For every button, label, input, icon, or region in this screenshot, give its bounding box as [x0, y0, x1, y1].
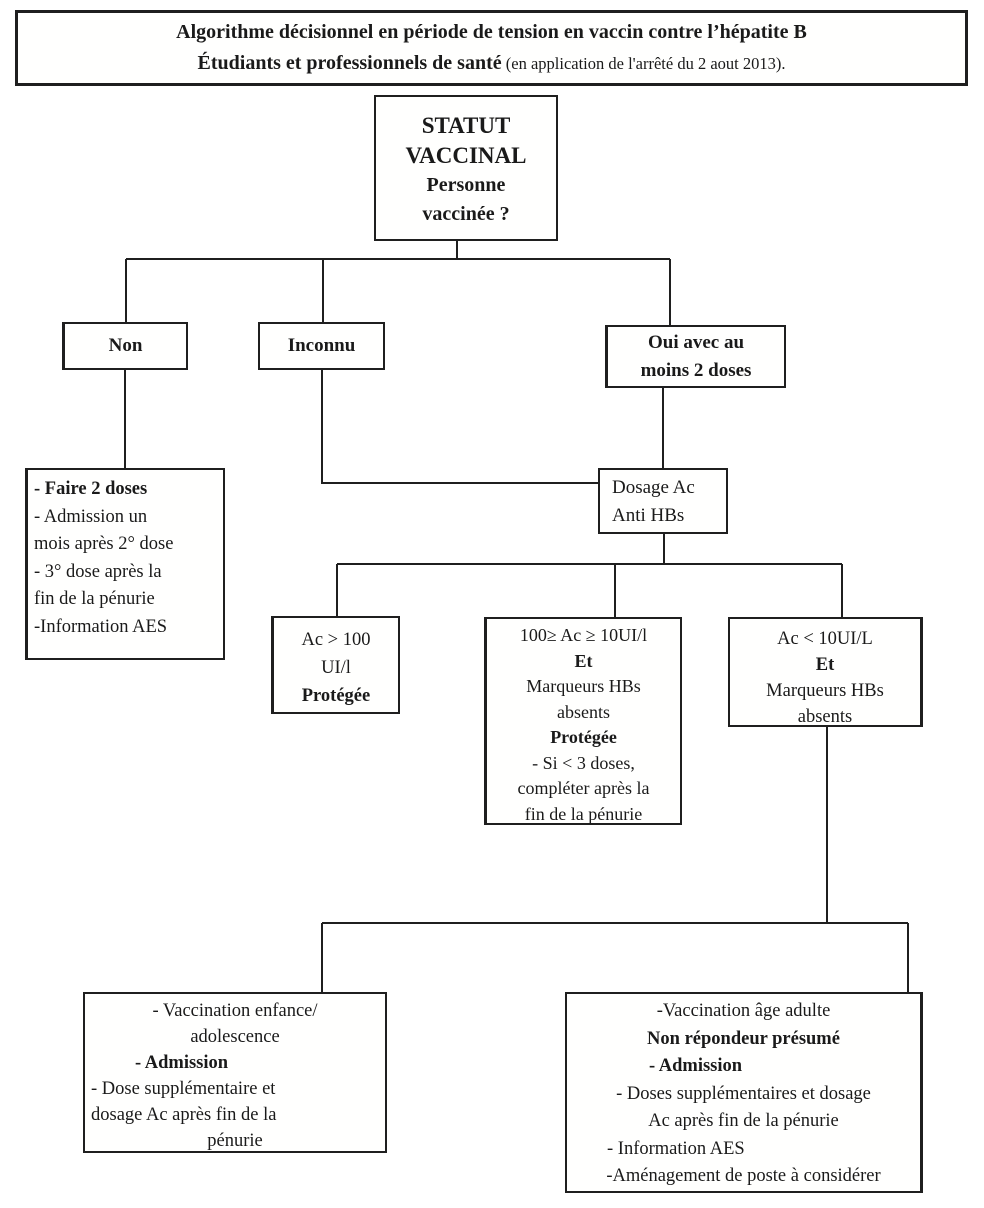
- text-line: moins 2 doses: [640, 359, 752, 381]
- text-line: Inconnu: [287, 335, 356, 356]
- text-line: Dosage Ac: [612, 477, 695, 498]
- node-ac-sup-100: [271, 616, 400, 714]
- text-line: Ac après fin de la pénurie: [648, 1111, 839, 1131]
- text-line: - Doses supplémentaires et dosage: [616, 1083, 871, 1104]
- text-line: UI/l: [321, 658, 351, 678]
- text-line: Marqueurs HBs: [526, 676, 641, 696]
- node-vaccination-enfance: [83, 992, 387, 1153]
- node-ac-inf-10: [728, 617, 923, 727]
- text-line: Oui avec au: [647, 331, 745, 353]
- text-line: - Si < 3 doses,: [532, 752, 635, 773]
- node-non: [62, 322, 188, 370]
- text-line: -Aménagement de poste à considérer: [606, 1166, 881, 1186]
- text-line: pénurie: [207, 1131, 263, 1151]
- text-line: - Dose supplémentaire et: [91, 1079, 276, 1099]
- title-line-2: [18, 48, 965, 79]
- text-line: Anti HBs: [612, 505, 685, 526]
- text-line: Non: [108, 335, 143, 356]
- node-statut-vaccinal: [374, 95, 558, 241]
- text-line: Protégée: [550, 727, 617, 747]
- title-line-2-main: Étudiants et professionnels de santé: [197, 52, 502, 74]
- text-line: - Admission: [135, 1053, 229, 1073]
- text-line: - 3° dose après la: [34, 561, 162, 582]
- text-line: Personne: [426, 174, 506, 196]
- text-line: absents: [797, 707, 853, 727]
- text-line: Ac > 100: [301, 630, 371, 650]
- text-line: - Vaccination enfance/: [152, 1001, 318, 1021]
- text-line: -Vaccination âge adulte: [656, 1001, 831, 1021]
- text-line: VACCINAL: [405, 143, 527, 168]
- node-inconnu: [258, 322, 385, 370]
- text-line: - Admission un: [34, 506, 148, 527]
- title-banner: [15, 10, 968, 86]
- text-line: STATUT: [421, 113, 511, 138]
- title-line-1: Algorithme décisionnel en période de tension en vaccin contre l’hépatite B: [176, 21, 807, 43]
- text-line: absents: [557, 701, 610, 722]
- text-line: fin de la pénurie: [524, 803, 643, 824]
- text-line: compléter après la: [517, 778, 650, 798]
- text-line: fin de la pénurie: [34, 589, 155, 609]
- text-line: - Information AES: [607, 1138, 745, 1159]
- text-line: Non répondeur présumé: [647, 1028, 840, 1049]
- text-line: - Faire 2 doses: [34, 479, 148, 499]
- text-line: mois après 2° dose: [34, 534, 174, 554]
- text-line: Marqueurs HBs: [766, 681, 884, 701]
- title-line-2-note: (en application de l'arrêté du 2 aout 2013).: [501, 54, 786, 73]
- node-oui-2-doses: [605, 325, 786, 388]
- text-line: vaccinée ?: [422, 203, 510, 225]
- text-line: 100≥ Ac ≥ 10UI/l: [519, 625, 648, 645]
- node-faire-2-doses: [25, 468, 225, 660]
- text-line: Et: [815, 655, 835, 675]
- node-vaccination-adulte: [565, 992, 923, 1193]
- text-line: Et: [574, 650, 593, 671]
- node-ac-10-100: [484, 617, 682, 825]
- node-dosage-ac: [598, 468, 728, 534]
- text-line: -Information AES: [34, 616, 168, 637]
- text-line: dosage Ac après fin de la: [91, 1105, 277, 1125]
- text-line: Ac < 10UI/L: [777, 629, 873, 649]
- text-line: adolescence: [190, 1027, 280, 1047]
- text-line: Protégée: [301, 686, 371, 706]
- text-line: - Admission: [649, 1056, 743, 1076]
